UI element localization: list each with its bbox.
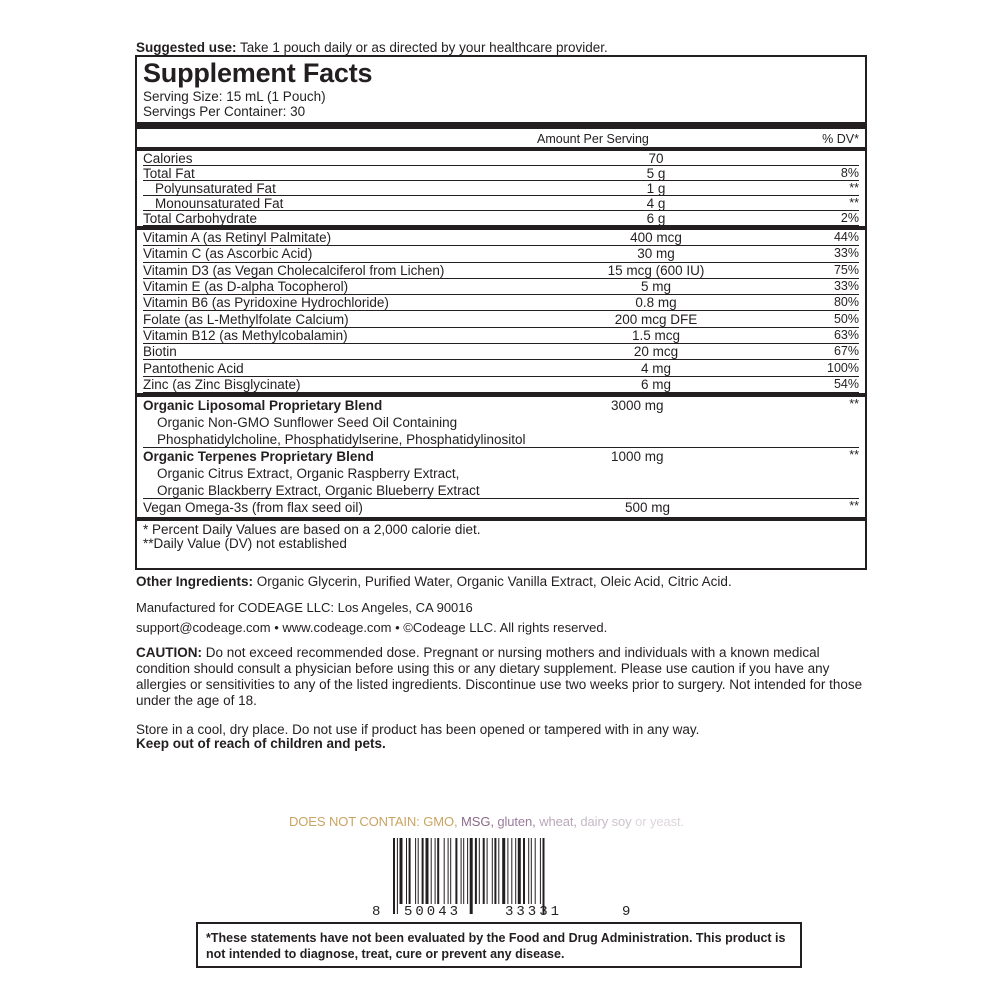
nutrient-amount: 4 mg [640,360,671,376]
nutrient-dv: 50% [833,311,859,326]
nutrient-amount: 30 mg [637,246,675,262]
nutrient-name: Zinc (as Zinc Bisglycinate) [143,376,301,392]
suggested-use-label: Suggested use: [136,40,237,55]
keep-away-warning: Keep out of reach of children and pets. [136,736,386,751]
macros-section [143,151,859,226]
nutrient-dv: 80% [833,295,859,310]
nutrient-row [143,211,859,226]
nutrient-name: Total Fat [143,165,195,181]
nutrient-amount: 1 g [646,180,666,196]
other-ingredients [136,574,732,589]
barcode-digit-right: 9 [622,904,631,920]
nutrient-row [143,246,859,262]
fda-disclaimer: *These statements have not been evaluated by the Food and Drug Administration. This product is not intended to diagnose, treat, cure or prevent any disease. [196,922,802,968]
nutrient-row [143,328,859,344]
nutrient-amount: 1.5 mcg [631,327,681,343]
suggested-use-text: Take 1 pouch daily or as directed by your healthcare provider. [240,40,608,55]
nutrient-name: Vitamin B6 (as Pyridoxine Hydrochloride) [143,295,389,311]
excluded-item: dairy [580,814,612,829]
terpenes-blend-row [143,448,859,499]
nutrient-name: Vitamin D3 (as Vegan Cholecalciferol from Lichen) [143,262,445,278]
nutrient-amount: 6 g [646,210,666,226]
serving-size: Serving Size: 15 mL (1 Pouch) [143,89,326,104]
blend-desc-line: Phosphatidylcholine, Phosphatidylserine, Phosphatidylinositol [157,431,526,447]
manufacturer: Manufactured for CODEAGE LLC: Los Angeles, CA 90016 [136,600,473,615]
vitamins-section [143,230,859,393]
caution-text: Do not exceed recommended dose. Pregnant or nursing mothers and individuals with a known medical condition should consult a physician before using this or any dietary supplement. Please use caution if you have any allergies or sensitivities to any of the listed ingredients. Discontinue use two weeks prior to surgery. Not intended for those under the age of 18. [136,645,863,708]
nutrient-name: Biotin [143,344,177,360]
caution [136,645,871,709]
nutrient-name: Pantothenic Acid [143,360,244,376]
amount-header: Amount Per Serving [537,132,649,146]
nutrient-name: Calories [143,150,193,166]
nutrient-row [143,377,859,393]
nutrient-row [143,151,859,166]
nutrient-dv: 33% [833,279,859,294]
nutrient-dv: 8% [840,165,859,180]
does-not-contain [289,814,684,829]
nutrient-dv: 54% [833,376,859,391]
blend-title: Organic Liposomal Proprietary Blend [143,397,383,413]
nutrient-amount: 20 mcg [633,344,679,360]
nutrient-row [143,344,859,360]
nutrient-amount: 5 g [646,165,666,181]
nutrient-dv: ** [849,180,859,195]
nutrient-dv: 67% [833,344,859,359]
nutrient-dv: 2% [840,210,859,225]
excluded-item: gluten, [497,814,540,829]
nutrient-name: Vitamin E (as D-alpha Tocopherol) [143,279,349,295]
nutrient-dv: 75% [833,262,859,277]
barcode-group-2: 33331 [505,904,563,920]
nutrient-amount: 4 g [646,195,666,211]
excluded-item: GMO, [423,814,462,829]
blend-title: Organic Terpenes Proprietary Blend [143,448,374,464]
nutrient-dv: 44% [833,230,859,245]
dv-header: % DV* [822,132,859,146]
nutrient-row [143,311,859,327]
nutrient-amount: 0.8 mg [635,295,677,311]
excluded-item: wheat, [539,814,581,829]
blend-description [157,465,480,499]
blend-desc-line: Organic Citrus Extract, Organic Raspberry Extract, [157,465,460,481]
blend-dv: ** [849,447,859,462]
servings-per-container: Servings Per Container: 30 [143,104,306,119]
storage-note: Store in a cool, dry place. Do not use if product has been opened or tampered with in any way. [136,722,700,737]
support-contact: support@codeage.com • www.codeage.com • ©Codeage LLC. All rights reserved. [136,620,608,635]
nutrient-dv: 33% [833,246,859,261]
nutrient-dv: ** [849,195,859,210]
footnote-percent: * Percent Daily Values are based on a 2,000 calorie diet. [143,521,481,537]
supplement-facts-panel [135,55,867,570]
excluded-item: or yeast. [635,814,685,829]
nutrient-name: Folate (as L-Methylfolate Calcium) [143,311,349,327]
nutrient-dv: 63% [833,327,859,342]
nutrient-name: Monounsaturated Fat [155,195,284,211]
caution-label: CAUTION: [136,645,202,660]
nutrient-name: Total Carbohydrate [143,210,258,226]
nutrient-amount: 70 [648,150,664,166]
excluded-item: soy [611,814,636,829]
other-ingredients-label: Other Ingredients: [136,574,254,589]
facts-title: Supplement Facts [143,58,373,88]
barcode-digit-left: 8 [372,904,381,920]
nutrient-amount: 15 mcg (600 IU) [607,262,705,278]
other-ingredients-text: Organic Glycerin, Purified Water, Organic Vanilla Extract, Oleic Acid, Citric Acid. [256,574,732,589]
blend-amount: 3000 mg [611,397,664,413]
nutrient-name: Vitamin A (as Retinyl Palmitate) [143,230,332,246]
nutrient-row [143,263,859,279]
nutrient-amount: 5 mg [640,279,671,295]
nutrient-name: Polyunsaturated Fat [155,180,276,196]
omega-amount: 500 mg [625,499,671,515]
nutrient-name: Vitamin B12 (as Methylcobalamin) [143,327,348,343]
nutrient-row [143,230,859,246]
blend-desc-line: Organic Blackberry Extract, Organic Blueberry Extract [157,482,480,498]
blend-dv: ** [849,396,859,411]
nutrient-amount: 400 mcg [630,230,682,246]
nutrient-dv: 100% [827,360,859,375]
nutrient-name: Vitamin C (as Ascorbic Acid) [143,246,313,262]
barcode-group-1: 50043 [404,904,462,920]
blend-description [157,414,525,448]
nutrient-row [143,196,859,211]
blend-desc-line: Organic Non-GMO Sunflower Seed Oil Containing [157,414,458,430]
nutrient-row [143,295,859,311]
does-not-contain-label: DOES NOT CONTAIN: [289,814,424,829]
suggested-use [136,40,608,55]
nutrient-row [143,360,859,376]
omega-row [143,499,859,517]
nutrient-row [143,279,859,295]
nutrient-amount: 200 mcg DFE [614,311,698,327]
footnotes [143,521,859,551]
nutrient-row [143,181,859,196]
nutrient-row [143,166,859,181]
excluded-item: MSG, [461,814,498,829]
blend-amount: 1000 mg [611,448,664,464]
omega-name: Vegan Omega-3s (from flax seed oil) [143,499,363,515]
facts-header-row [143,129,859,147]
nutrient-amount: 6 mg [640,376,671,392]
barcode [393,838,607,914]
footnote-dv: **Daily Value (DV) not established [143,535,347,551]
omega-dv: ** [849,498,859,513]
thick-divider [137,122,865,129]
liposomal-blend-row [143,397,859,448]
